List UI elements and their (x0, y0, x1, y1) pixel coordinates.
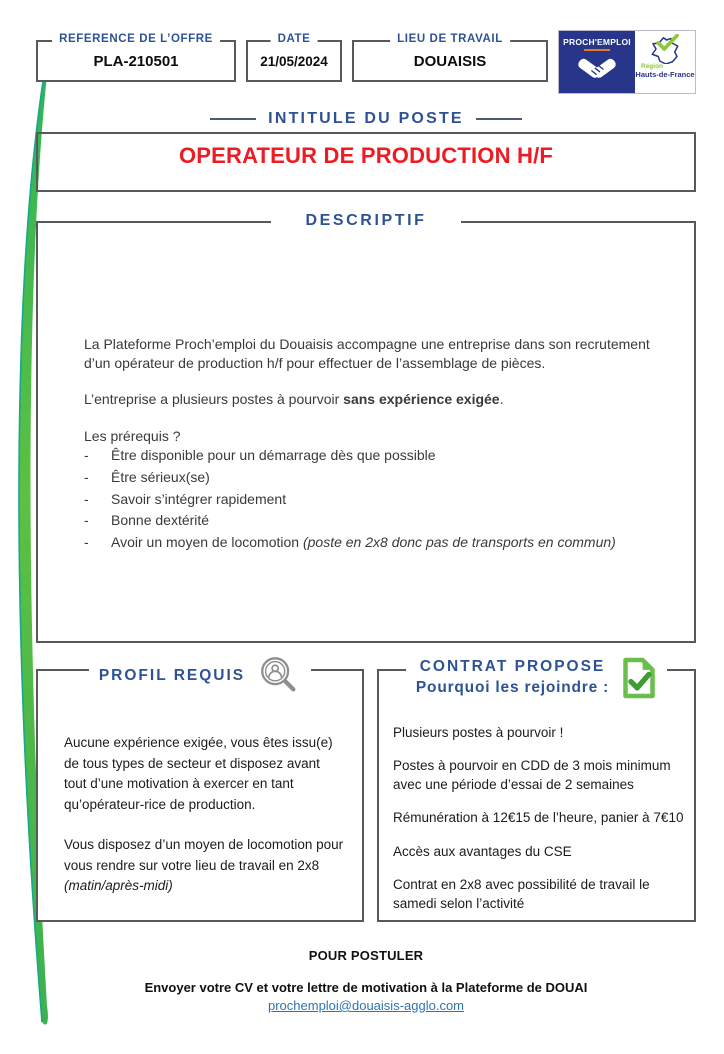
magnifier-person-icon (257, 654, 301, 698)
bullet-text: Savoir s’intégrer rapidement (111, 490, 287, 507)
prochemploi-logo-text: PROCH'EMPLOI (563, 37, 631, 47)
date-value: 21/05/2024 (260, 53, 328, 69)
required-profile-heading-inner (89, 654, 311, 698)
bullet-dash: - (84, 512, 89, 529)
required-profile-body (38, 671, 362, 897)
hauts-de-france-logo (635, 31, 695, 93)
contract-paragraph: Rémunération à 12€15 de l’heure, panier à 7€10 (393, 810, 684, 826)
bullet-text (111, 533, 616, 552)
document-check-icon (621, 657, 657, 699)
description-paragraph-2-bold: sans expérience exigée (343, 391, 500, 408)
apply-heading: POUR POSTULER (308, 948, 424, 963)
work-location-label: LIEU DE TRAVAIL (390, 33, 510, 45)
france-map-check-icon (647, 34, 683, 64)
proposed-contract-body (379, 671, 694, 913)
bullet-text: Bonne dextérité (111, 512, 210, 529)
apply-email-link[interactable]: prochemploi@douaisis-agglo.com (267, 998, 464, 1013)
job-title-box (36, 132, 696, 192)
field-work-location (352, 33, 548, 82)
required-profile-paragraph-2-italic: (matin/après-midi) (64, 878, 173, 894)
proposed-contract-heading-inner (406, 657, 667, 699)
required-profile-heading-row (38, 654, 362, 698)
heading-dash-left (210, 118, 256, 120)
logo-region-word: Région (641, 63, 664, 70)
bullet-text: Être disponible pour un démarrage dès que possible (111, 447, 436, 464)
list-item (84, 490, 668, 509)
description-box (36, 221, 696, 643)
description-paragraph-2-text: L’entreprise a plusieurs postes à pourvoir (84, 391, 344, 408)
required-profile-paragraph-2-text: Vous disposez d’un moyen de locomotion pour vous rendre sur votre lieu de travail en 2x8 (64, 837, 344, 873)
offer-reference-value: PLA-210501 (93, 52, 179, 70)
field-date (246, 33, 342, 82)
prochemploi-logo (558, 30, 696, 94)
description-heading: DESCRIPTIF (271, 212, 460, 230)
date-label: DATE (271, 33, 318, 45)
bottom-columns (36, 658, 696, 922)
bullet-text-italic: (poste en 2x8 donc pas de transports en commun) (302, 533, 616, 550)
description-section (36, 212, 696, 643)
required-profile-paragraph-2 (64, 835, 344, 897)
header (36, 30, 696, 94)
proposed-contract-box (377, 658, 696, 922)
proposed-contract-titles (416, 657, 609, 699)
bullet-dash: - (84, 490, 89, 507)
proposed-contract-heading: CONTRAT PROPOSE (419, 658, 606, 676)
why-join-subheading: Pourquoi les rejoindre : (415, 679, 610, 696)
logo-orange-underline (584, 49, 610, 51)
apply-section (36, 948, 696, 1013)
required-profile-box (36, 669, 364, 922)
field-offer-reference (36, 33, 236, 82)
list-item (84, 511, 668, 530)
contract-paragraph: Contrat en 2x8 avec possibilité de travail le samedi selon l’activité (393, 876, 650, 911)
handshake-icon (569, 52, 625, 88)
bullet-dash: - (84, 533, 89, 550)
contract-paragraph: Plusieurs postes à pourvoir ! (393, 725, 564, 740)
description-heading-row (36, 212, 696, 231)
contract-paragraph: Postes à pourvoir en CDD de 3 mois minimum avec une période d’essai de 2 semaines (393, 758, 671, 793)
proposed-contract-heading-row (379, 657, 694, 699)
bullet-dash: - (84, 469, 89, 486)
bullet-dash: - (84, 447, 89, 464)
heading-dash-right (476, 118, 522, 120)
job-title-heading-row (36, 110, 696, 128)
list-item (84, 468, 668, 487)
prerequisites-intro: Les prérequis ? (84, 427, 181, 444)
list-item (84, 446, 668, 465)
description-paragraph-2 (84, 390, 668, 409)
offer-reference-label: REFERENCE DE L’OFFRE (52, 33, 220, 45)
required-profile-heading: PROFIL REQUIS (98, 667, 246, 684)
apply-instructions: Envoyer votre CV et votre lettre de motivation à la Plateforme de DOUAI (144, 980, 588, 995)
description-paragraph-2-period: . (499, 391, 504, 408)
job-title-section (36, 110, 696, 192)
bullet-text: Être sérieux(se) (111, 469, 210, 486)
logo-region-name: Hauts-de-France (635, 69, 695, 79)
work-location-value: DOUAISIS (413, 52, 487, 70)
job-title-section-heading: INTITULE DU POSTE (268, 110, 464, 127)
bullet-text-normal: Avoir un moyen de locomotion (111, 533, 303, 550)
job-offer-flyer (36, 30, 696, 1013)
apply-email-row (36, 998, 696, 1013)
required-profile-paragraph-1: Aucune expérience exigée, vous êtes issu(e) de tous types de secteur et disposez avant tout d’une motivation à exercer en tant qu’opérateur-rice de production. (64, 735, 333, 812)
list-item (84, 533, 668, 552)
prochemploi-logo-left-panel (559, 31, 635, 93)
description-paragraph-1: La Plateforme Proch’emploi du Douaisis accompagne une entreprise dans son recrutement d’un opérateur de production h/f pour effectuer de l’assemblage de pièces. (84, 336, 650, 371)
job-title: OPERATEUR DE PRODUCTION H/F (178, 143, 554, 168)
contract-paragraph: Accès aux avantages du CSE (393, 843, 572, 859)
